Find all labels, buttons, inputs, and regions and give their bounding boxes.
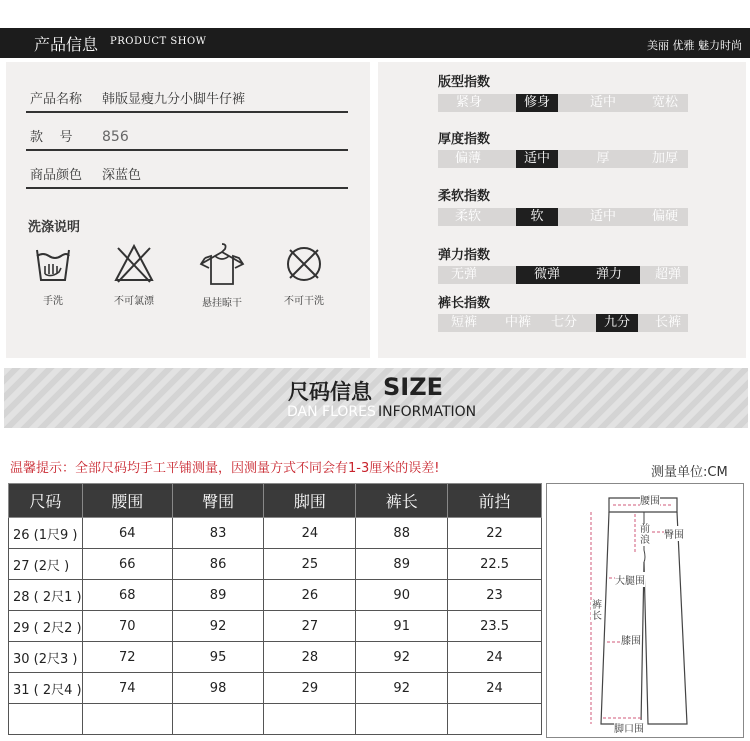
size-banner-title-cn: 尺码信息 xyxy=(288,380,372,404)
cell-hem: 27 xyxy=(264,611,356,642)
cell-hip: 83 xyxy=(172,518,264,549)
cell-size: 27 (2尺 ) xyxy=(9,549,83,580)
diagram-front-rise-label: 前浪 xyxy=(640,524,650,546)
table-row xyxy=(9,611,542,642)
product-name-label: 产品名称 xyxy=(30,92,83,107)
size-banner-sub-light: DAN FLORES xyxy=(287,404,376,420)
cell-rise: 22 xyxy=(448,518,542,549)
stretch-index-title: 弹力指数 xyxy=(438,248,491,263)
cell-hem xyxy=(264,704,356,735)
size-banner-title-en: SIZE xyxy=(383,373,444,401)
table-row xyxy=(9,518,542,549)
cell-waist: 68 xyxy=(82,580,172,611)
fit-index-bar xyxy=(438,94,688,112)
cell-length: 89 xyxy=(356,549,448,580)
cell-waist: 74 xyxy=(82,673,172,704)
header-subtitle: PRODUCT SHOW xyxy=(110,36,207,47)
cell-waist: 72 xyxy=(82,642,172,673)
softness-index-bar xyxy=(438,208,688,226)
cell-rise: 23.5 xyxy=(448,611,542,642)
table-row xyxy=(9,642,542,673)
cell-length: 92 xyxy=(356,642,448,673)
cell-waist: 66 xyxy=(82,549,172,580)
softness-option: 适中 xyxy=(589,209,616,224)
no-bleach-icon xyxy=(112,242,156,286)
sku-label: 款 号 xyxy=(30,130,73,145)
length-option-selected: 九分 xyxy=(596,314,638,332)
cell-hem: 25 xyxy=(264,549,356,580)
header-title: 产品信息 xyxy=(34,35,99,54)
cell-hip: 86 xyxy=(172,549,264,580)
thickness-option: 偏薄 xyxy=(454,151,481,166)
header-rise: 前挡 xyxy=(448,484,542,518)
length-index-bar xyxy=(438,314,688,332)
product-name-value: 韩版显瘦九分小脚牛仔裤 xyxy=(102,92,246,107)
cell-size: 28 ( 2尺1 ) xyxy=(9,580,83,611)
header-waist: 腰围 xyxy=(82,484,172,518)
fit-option-selected: 修身 xyxy=(516,94,558,112)
diagram-hem-label: 脚口围 xyxy=(614,720,644,735)
wash-label-dryclean: 不可干洗 xyxy=(284,296,324,307)
color-value: 深蓝色 xyxy=(102,168,142,183)
pants-outline-icon xyxy=(547,484,743,737)
pants-measurement-diagram xyxy=(546,483,744,738)
wash-item-dryclean xyxy=(274,242,334,307)
table-row xyxy=(9,673,542,704)
cell-hip: 89 xyxy=(172,580,264,611)
diagram-knee-label: 膝围 xyxy=(621,632,641,647)
length-option: 中裤 xyxy=(504,315,531,330)
wash-item-bleach xyxy=(104,242,164,307)
indices-panel xyxy=(378,62,746,358)
cell-hem: 28 xyxy=(264,642,356,673)
diagram-hip-label: 臀围 xyxy=(664,526,684,541)
cell-hem: 29 xyxy=(264,673,356,704)
color-row xyxy=(26,163,348,189)
size-banner-sub-dark: INFORMATION xyxy=(378,404,477,420)
softness-index-title: 柔软指数 xyxy=(438,189,491,204)
fit-option: 紧身 xyxy=(455,95,482,110)
fit-index-title: 版型指数 xyxy=(438,75,491,90)
table-header-row xyxy=(9,484,542,518)
hand-wash-icon xyxy=(31,242,75,286)
stretch-option-selected: 微弹 xyxy=(516,266,578,284)
cell-rise: 24 xyxy=(448,673,542,704)
length-index-title: 裤长指数 xyxy=(438,296,491,311)
cell-waist: 70 xyxy=(82,611,172,642)
table-row xyxy=(9,549,542,580)
diagram-length-label: 裤长 xyxy=(592,600,602,622)
product-name-row xyxy=(26,87,348,113)
cell-rise: 24 xyxy=(448,642,542,673)
cell-size: 26 (1尺9 ) xyxy=(9,518,83,549)
cell-hip: 98 xyxy=(172,673,264,704)
sku-row xyxy=(26,125,348,151)
diagram-waist-label: 腰围 xyxy=(640,492,660,507)
wash-title: 洗涤说明 xyxy=(28,220,81,235)
cell-length: 91 xyxy=(356,611,448,642)
stretch-option-selected: 弹力 xyxy=(578,266,640,284)
measurement-unit: 测量单位:CM xyxy=(651,465,728,480)
stretch-index-bar xyxy=(438,266,688,284)
wash-label-hang: 悬挂晾干 xyxy=(202,298,242,309)
cell-rise xyxy=(448,704,542,735)
table-row xyxy=(9,580,542,611)
header-bar xyxy=(0,28,750,58)
cell-rise: 23 xyxy=(448,580,542,611)
length-option: 七分 xyxy=(550,315,577,330)
cell-hip: 92 xyxy=(172,611,264,642)
hang-dry-icon xyxy=(197,242,247,288)
no-dry-clean-icon xyxy=(282,242,326,286)
stretch-option: 超弹 xyxy=(654,267,681,282)
header-size: 尺码 xyxy=(9,484,83,518)
cell-hip: 95 xyxy=(172,642,264,673)
softness-option: 偏硬 xyxy=(651,209,678,224)
diagram-thigh-label: 大腿围 xyxy=(615,572,645,587)
cell-hem: 24 xyxy=(264,518,356,549)
cell-waist: 64 xyxy=(82,518,172,549)
cell-size: 29 ( 2尺2 ) xyxy=(9,611,83,642)
stretch-option: 无弹 xyxy=(450,267,477,282)
thickness-index-title: 厚度指数 xyxy=(438,132,491,147)
cell-length xyxy=(356,704,448,735)
measurement-warning: 温馨提示：全部尺码均手工平铺测量，因测量方式不同会有1-3厘米的误差! xyxy=(10,461,440,476)
color-label: 商品颜色 xyxy=(30,168,83,183)
wash-label-hand: 手洗 xyxy=(43,296,63,307)
header-tagline: 美丽 优雅 魅力时尚 xyxy=(647,39,742,52)
cell-length: 88 xyxy=(356,518,448,549)
cell-hip xyxy=(172,704,264,735)
product-info-panel xyxy=(6,62,370,358)
cell-size xyxy=(9,704,83,735)
sku-value: 856 xyxy=(102,129,129,145)
length-option: 长裤 xyxy=(654,315,681,330)
softness-option: 柔软 xyxy=(454,209,481,224)
cell-length: 90 xyxy=(356,580,448,611)
wash-label-bleach: 不可氯漂 xyxy=(114,296,154,307)
cell-hem: 26 xyxy=(264,580,356,611)
header-length: 裤长 xyxy=(356,484,448,518)
thickness-option: 厚 xyxy=(596,151,610,166)
size-banner xyxy=(4,368,748,428)
cell-waist xyxy=(82,704,172,735)
thickness-index-bar xyxy=(438,150,688,168)
size-table xyxy=(8,483,542,738)
header-hip: 臀围 xyxy=(172,484,264,518)
fit-option: 宽松 xyxy=(651,95,678,110)
thickness-option: 加厚 xyxy=(651,151,678,166)
cell-size: 31 ( 2尺4 ) xyxy=(9,673,83,704)
softness-option-selected: 软 xyxy=(516,208,558,226)
table-row xyxy=(9,704,542,735)
thickness-option-selected: 适中 xyxy=(516,150,558,168)
length-option: 短裤 xyxy=(450,315,477,330)
wash-item-hand xyxy=(23,242,83,307)
cell-size: 30 (2尺3 ) xyxy=(9,642,83,673)
cell-length: 92 xyxy=(356,673,448,704)
fit-option: 适中 xyxy=(589,95,616,110)
header-hem: 脚围 xyxy=(264,484,356,518)
cell-rise: 22.5 xyxy=(448,549,542,580)
wash-item-hang xyxy=(192,242,252,309)
